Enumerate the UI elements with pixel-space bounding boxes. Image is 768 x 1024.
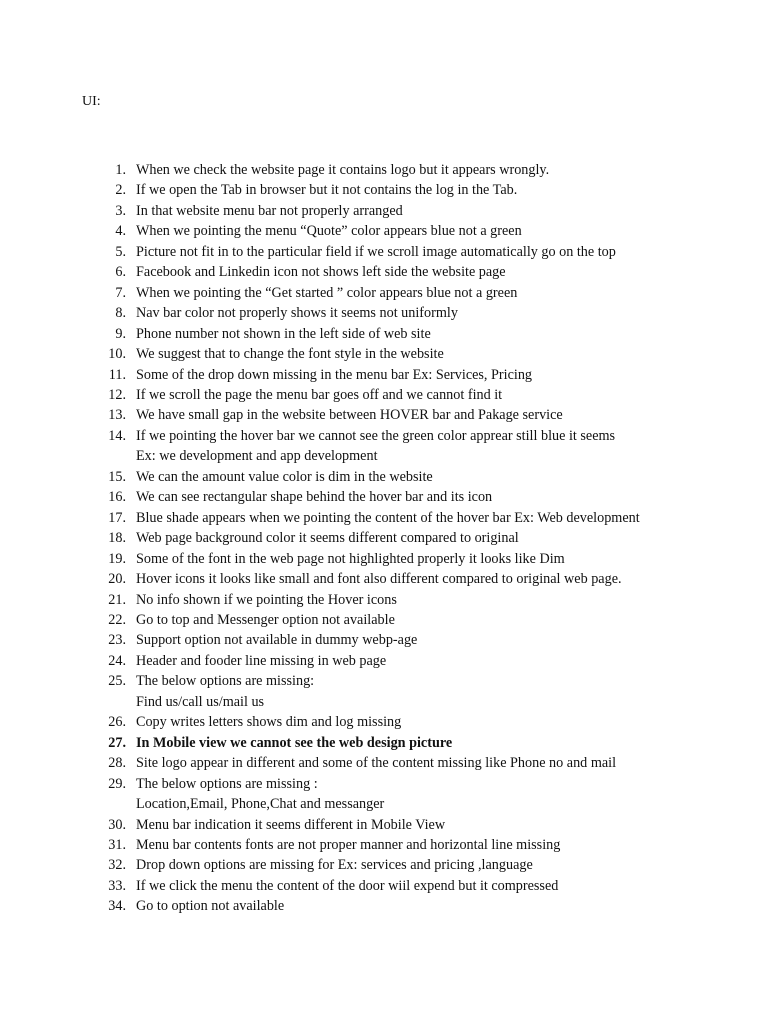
issue-list xyxy=(0,160,740,917)
list-item xyxy=(0,262,740,282)
list-item xyxy=(0,487,740,507)
list-item-text: The below options are missing: xyxy=(136,673,315,690)
list-item xyxy=(0,610,740,630)
list-item-number: 32. xyxy=(108,857,126,874)
list-item-number: 33. xyxy=(108,877,126,894)
list-item xyxy=(0,855,740,875)
list-item xyxy=(0,365,740,385)
list-item-text: Support option not available in dummy webp-age xyxy=(136,632,418,649)
list-item-text: Web page background color it seems different compared to original xyxy=(136,530,519,547)
list-item xyxy=(0,549,740,569)
list-item-text: We suggest that to change the font style in the website xyxy=(136,346,444,363)
list-item xyxy=(0,201,740,221)
list-item-number: 26. xyxy=(108,714,126,731)
list-item-number: 19. xyxy=(108,550,126,567)
list-item-text: Menu bar indication it seems different in Mobile View xyxy=(136,816,446,833)
list-item-text: Phone number not shown in the left side of web site xyxy=(136,325,431,342)
list-item-continuation: Location,Email, Phone,Chat and messanger xyxy=(136,796,385,813)
list-item-number: 9. xyxy=(115,325,126,342)
list-item xyxy=(0,671,740,712)
list-item-number: 29. xyxy=(108,775,126,792)
list-item xyxy=(0,753,740,773)
list-item xyxy=(0,630,740,650)
list-item-number: 6. xyxy=(115,264,126,281)
list-item-text: When we check the website page it contains logo but it appears wrongly. xyxy=(136,162,550,178)
list-item-number: 12. xyxy=(108,386,126,403)
list-item-text: When we pointing the menu “Quote” color appears blue not a green xyxy=(136,223,522,240)
list-item xyxy=(0,160,740,180)
list-item-number: 15. xyxy=(108,468,126,485)
list-item-text: If we pointing the hover bar we cannot see the green color apprear still blue it seems xyxy=(136,427,616,444)
list-item-number: 34. xyxy=(108,898,126,915)
list-item-number: 21. xyxy=(108,591,126,608)
list-item-text: Nav bar color not properly shows it seems not uniformly xyxy=(136,305,458,322)
list-item-text: We have small gap in the website between HOVER bar and Pakage service xyxy=(136,407,563,424)
list-item-text: Picture not fit in to the particular field if we scroll image automatically go on the top xyxy=(136,243,616,260)
list-item xyxy=(0,896,740,916)
list-item xyxy=(0,815,740,835)
list-item-number: 7. xyxy=(115,284,126,301)
list-item-number: 28. xyxy=(108,755,126,772)
list-item-number: 14. xyxy=(108,427,126,444)
list-item xyxy=(0,774,740,815)
list-item-text: Header and fooder line missing in web page xyxy=(136,652,387,669)
list-item-text: We can the amount value color is dim in the website xyxy=(136,468,433,485)
list-item xyxy=(0,651,740,671)
list-item-number: 17. xyxy=(108,509,126,526)
list-item-number: 23. xyxy=(108,632,126,649)
list-item-number: 13. xyxy=(108,407,126,424)
list-item-text: Menu bar contents fonts are not proper manner and horizontal line missing xyxy=(136,836,561,853)
list-item xyxy=(0,835,740,855)
list-item-number: 5. xyxy=(115,243,126,260)
list-item xyxy=(0,528,740,548)
list-item-number: 27. xyxy=(108,734,126,751)
list-item-number: 18. xyxy=(108,530,126,547)
list-item-number: 4. xyxy=(115,223,126,240)
list-item-text: Some of the font in the web page not highlighted properly it looks like Dim xyxy=(136,550,565,567)
list-item-number: 16. xyxy=(108,489,126,506)
list-item xyxy=(0,221,740,241)
list-item-text: The below options are missing : xyxy=(136,775,318,792)
list-item xyxy=(0,405,740,425)
list-item-text: Blue shade appears when we pointing the content of the hover bar Ex: Web development xyxy=(136,509,640,526)
list-item-text: Hover icons it looks like small and font also different compared to original web page. xyxy=(136,571,622,588)
list-item xyxy=(0,712,740,732)
section-heading: UI: xyxy=(82,94,101,109)
list-item xyxy=(0,426,740,467)
list-item-number: 3. xyxy=(115,202,126,219)
list-item xyxy=(0,467,740,487)
list-item-continuation: Ex: we development and app development xyxy=(136,448,378,465)
list-item-number: 2. xyxy=(115,182,126,199)
list-item-number: 30. xyxy=(108,816,126,833)
list-item xyxy=(0,344,740,364)
list-item xyxy=(0,733,740,753)
list-item-text: Some of the drop down missing in the menu bar Ex: Services, Pricing xyxy=(136,366,533,383)
list-item-number: 20. xyxy=(108,571,126,588)
list-item-number: 22. xyxy=(108,611,126,628)
list-item-text: If we click the menu the content of the door wiil expend but it compressed xyxy=(136,877,559,894)
list-item-text: We can see rectangular shape behind the hover bar and its icon xyxy=(136,489,493,506)
list-item xyxy=(0,508,740,528)
list-item-text: When we pointing the “Get started ” color appears blue not a green xyxy=(136,284,518,301)
list-item xyxy=(0,324,740,344)
list-item-text: Drop down options are missing for Ex: services and pricing ,language xyxy=(136,857,533,874)
list-item-text: No info shown if we pointing the Hover icons xyxy=(136,591,397,608)
list-item-number: 10. xyxy=(108,346,126,363)
list-item-text: Site logo appear in different and some of the content missing like Phone no and mail xyxy=(136,755,617,772)
list-item-text: Go to option not available xyxy=(136,898,285,915)
list-item-text: In Mobile view we cannot see the web design picture xyxy=(136,734,453,751)
list-item-number: 24. xyxy=(108,652,126,669)
list-item xyxy=(0,180,740,200)
list-item-continuation: Find us/call us/mail us xyxy=(136,693,265,710)
list-item xyxy=(0,303,740,323)
list-item-number: 8. xyxy=(115,305,126,322)
list-item-number: 25. xyxy=(108,673,126,690)
list-item-number: 1. xyxy=(115,162,126,178)
list-item xyxy=(0,283,740,303)
list-item-number: 31. xyxy=(108,836,126,853)
list-item-text: Go to top and Messenger option not available xyxy=(136,611,395,628)
list-item-text: Facebook and Linkedin icon not shows left side the website page xyxy=(136,264,506,281)
list-item xyxy=(0,385,740,405)
list-item-number: 11. xyxy=(108,366,126,383)
list-item-text: If we open the Tab in browser but it not contains the log in the Tab. xyxy=(136,182,518,199)
list-item-text: In that website menu bar not properly arranged xyxy=(136,202,403,219)
list-item xyxy=(0,876,740,896)
list-item xyxy=(0,590,740,610)
list-item-text: If we scroll the page the menu bar goes off and we cannot find it xyxy=(136,386,503,403)
list-item xyxy=(0,242,740,262)
list-item xyxy=(0,569,740,589)
list-item-text: Copy writes letters shows dim and log missing xyxy=(136,714,402,731)
